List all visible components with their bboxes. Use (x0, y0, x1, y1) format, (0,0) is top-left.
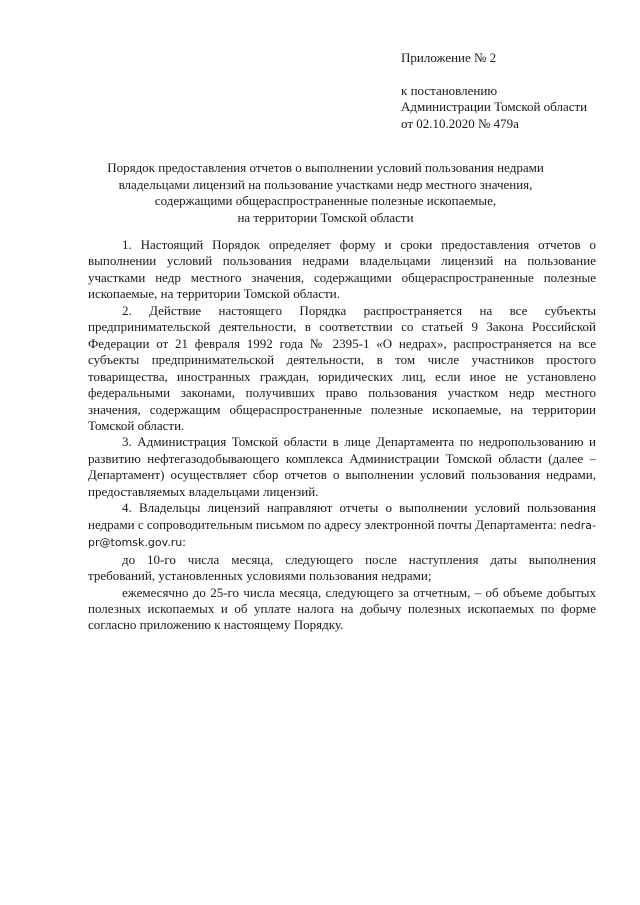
appendix-number: Приложение № 2 (401, 50, 497, 65)
appendix-header (401, 50, 621, 132)
document-title (88, 160, 563, 226)
title-line-2: владельцами лицензий на пользование участками недр местного значения, (118, 176, 533, 192)
paragraph-4 (88, 500, 596, 551)
email-link[interactable]: nedra-pr@tomsk.gov.ru (88, 518, 596, 550)
paragraph-5: до 10-го числа месяца, следующего после наступления даты выполнения требований, установленных условиями пользования недрами; (88, 551, 596, 584)
document-body (88, 237, 596, 634)
appendix-reference-line: к постановлению (401, 82, 498, 98)
title-line-1: Порядок предоставления отчетов о выполнении условий пользования недрами (107, 160, 544, 175)
paragraph-4-text: 4. Владельцы лицензий направляют отчеты о выполнении условий пользования недрами с сопроводительным письмом по адресу электронной почты Департамента: (88, 500, 596, 532)
paragraph-3: 3. Администрация Томской области в лице Департамента по недропользованию и развитию нефтегазодобывающего комплекса Администрации Томской области (далее – Департамент) осуществляет сбор отчетов о выполнении условий пользования недрами, предоставляемых владельцами лицензий. (88, 434, 596, 499)
paragraph-2: 2. Действие настоящего Порядка распространяется на все субъекты предпринимательской деятельности, в соответствии со статьей 9 Закона Российской Федерации от 21 февраля 1992 года № 2395-1 «О недрах», распространяется на все субъекты предпринимательской деятельности, в том числе участников простого товарищества, иностранных граждан, юридических лиц, если иное не установлено федеральными законами, получивших право пользования участком недр местного значения, содержащим общераспространенные полезные ископаемые, на территории Томской области. (88, 302, 596, 433)
paragraph-1: 1. Настоящий Порядок определяет форму и сроки предоставления отчетов о выполнении условий пользования недрами владельцами лицензий на пользование участками недр местного значения, содержащими общераспространенные полезные ископаемые, на территории Томской области. (88, 237, 596, 302)
title-line-4: на территории Томской области (237, 209, 414, 225)
appendix-authority-line: Администрации Томской области (401, 99, 588, 114)
paragraph-4-end: : (182, 534, 186, 550)
title-line-3: содержащими общераспространенные полезные ископаемые, (154, 193, 497, 208)
appendix-date-line: от 02.10.2020 № 479а (401, 115, 519, 131)
paragraph-6: ежемесячно до 25-го числа месяца, следующего за отчетным, – об объеме добытых полезных ископаемых и об уплате налога на добычу полезных ископаемых по форме согласно приложению к настоящему Порядку. (88, 584, 596, 633)
